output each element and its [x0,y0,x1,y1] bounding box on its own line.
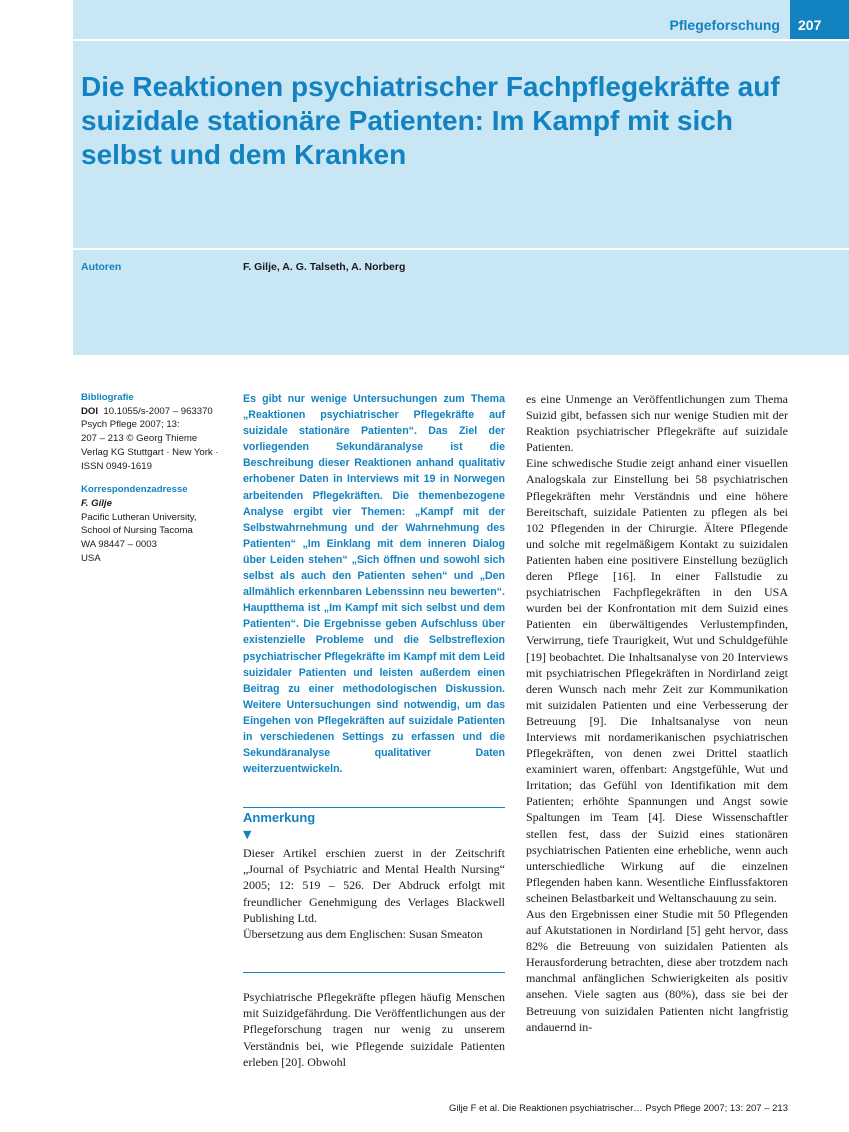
doi-value: 10.1055/s-2007 – 963370 [103,405,213,417]
abstract: Es gibt nur wenige Untersuchungen zum Thema „Reaktionen psychiatrischer Pflegekräfte auf suizidale stationäre Patienten“. Das Ziel der vorliegenden Sekundäranalyse ist die Beschreibung dieser Reaktionen anhand qualitativ erhobener Daten in Interviews mit 19 in Norwegen arbeitenden Pflegekräften. Die themenbezogene Analyse ergibt vier Themen: „Kampf mit der Selbstwahrnehmung und der Wahrnehmung des Patienten“ „Im Einklang mit dem inneren Dialog über Leiden stehen“ „Sich öffnen und sowohl sich selbst als auch den Patienten sehen“ und „Den allmählich erkennbaren Lebenssinn neu bewerten“. Hauptthema ist „Im Kampf mit sich selbst und dem Patienten“. Die Ergebnisse geben Aufschluss über existenzielle Probleme und die Selbstreflexion psychiatrischer Pflegekräfte im Kampf mit dem Leid suizidaler Patienten und leisten außerdem einen Beitrag zu einer methodologischen Diskussion. Weitere Untersuchungen sind notwendig, um das Eingehen von Pflegekräften auf suizidale Patienten in verschiedenen Settings zu erfassen und die Sekundäranalyse qualitativer Daten weiterzuentwickeln. [243,393,505,776]
correspondence-line: USA [81,552,101,564]
note-text: Dieser Artikel erschien zuerst in der Zeitschrift „Journal of Psychiatric and Mental Health Nursing“ 2005; 12: 519 – 526. Der Abdruck erfolgt mit freundlicher Genehmigung des Verlages Blackwell Publishing Ltd. [243,846,505,925]
correspondence-line: School of Nursing Tacoma [81,525,193,537]
doi-label: DOI [81,405,99,417]
note-body [243,845,505,942]
article-title: Die Reaktionen psychiatrischer Fachpflegekräfte auf suizidale stationäre Patienten: Im Kampf mit sich selbst und dem Kranken [81,71,780,170]
note-bottom-rule [243,972,505,973]
section-label: Pflegeforschung [669,17,780,33]
authors-band [73,250,849,355]
note-top-rule [243,807,505,808]
authors-names: F. Gilje, A. G. Talseth, A. Norberg [243,261,406,273]
body-paragraph: Aus den Ergebnissen einer Studie mit 50 Pflegenden auf Akutstationen in Nordirland [5] geht hervor, dass 82% die Betreuung von suizidalen Patienten als Herausforderung betrachten, diese aber trotzdem nach manchmal anfänglichen Schwierigkeiten als positiv ansehen. Viele sagten aus (80%), dass sie bei der Betreuung von suizidalen Patienten nicht langfristig andauernd in- [526,907,788,1034]
authors-label: Autoren [81,261,122,273]
triangle-down-icon: ▼ [243,828,252,841]
body-column [526,391,788,1035]
page-footer: Gilje F et al. Die Reaktionen psychiatrischer… Psych Pflege 2007; 13: 207 – 213 [448,1103,788,1114]
metadata-sidebar [81,391,231,565]
correspondence-name: F. Gilje [81,497,112,509]
correspondence-line: Pacific Lutheran University, [81,511,197,523]
correspondence-line: WA 98447 – 0003 [81,539,157,551]
doi-line [81,405,231,419]
correspondence-heading: Korrespondenzadresse [81,484,188,496]
bibliography-line: 207 – 213 © Georg Thieme [81,433,198,445]
body-paragraph: es eine Unmenge an Veröffentlichungen zum Thema Suizid gibt, befassen sich nur wenige Studien mit der Reaktion psychiatrischer Pflegekräfte auf suizidale Patienten. [526,392,788,455]
page-number: 207 [790,0,849,39]
note-heading: Anmerkung [243,810,316,825]
intro-paragraph: Psychiatrische Pflegekräfte pflegen häufig Menschen mit Suizidgefährdung. Die Veröffentlichungen aus der Pflegeforschung tragen nur wenig zu unserem Verständnis bei, wie Pflegende suizidale Patienten erleben [20]. Obwohl [243,990,505,1069]
bibliography-line: ISSN 0949-1619 [81,460,152,472]
bibliography-heading: Bibliografie [81,392,134,403]
body-paragraph: Eine schwedische Studie zeigt anhand einer visuellen Analogskala zur Einstellung bei 58 psychiatrischen Pflegekräften mehr Verständnis und eine höhere Bereitschaft, suizidale Patienten zu pflegen als bei 102 Pflegenden in der Chirurgie. Ältere Pflegende und solche mit regelmäßigem Kontakt zu suizidalen Patienten haben eine positivere Einstellung bezüglich deren Pflege [16]. In einer Fallstudie zu psychiatrischen Fachpflegekräften in den USA wurden bei der Konfrontation mit dem Suizid eines Patienten ein überwältigendes Verlustempfinden, Verwirrung, tiefe Traurigkeit, Wut und Schuldgefühle [19] beobachtet. Die Inhaltsanalyse von 20 Interviews mit psychiatrischen Pflegekräften in Nordirland zeigt deren Wunsch nach mehr Zeit zur Kommunikation mit suizidalen Patienten und eine Verbesserung der Betreuung [9]. Die Inhaltsanalyse von neun Interviews mit nordamerikanischen psychiatrischen Pflegekräften, von denen zwei Drittel staatlich examiniert waren, offenbart: Angstgefühle, Wut und Irritation; das Gefühl von Identifikation mit dem Patienten; erhöhte Spannungen und Angst sowie Spaltungen im Team [4]. Diese Wissenschaftler stellen fest, dass der Suizid eines stationären psychiatrischen Patienten eine erhebliche, wenn auch unterschiedliche Wirkung auf die einzelnen Pflegenden haben kann. Wesentliche Einflussfaktoren scheinen Belastbarkeit und Weltanschauung zu sein. [526,456,788,905]
bibliography-line: Verlag KG Stuttgart · New York · [81,446,219,458]
translation-credit: Übersetzung aus dem Englischen: Susan Smeaton [243,927,483,942]
bibliography-line: Psych Pflege 2007; 13: [81,419,180,431]
